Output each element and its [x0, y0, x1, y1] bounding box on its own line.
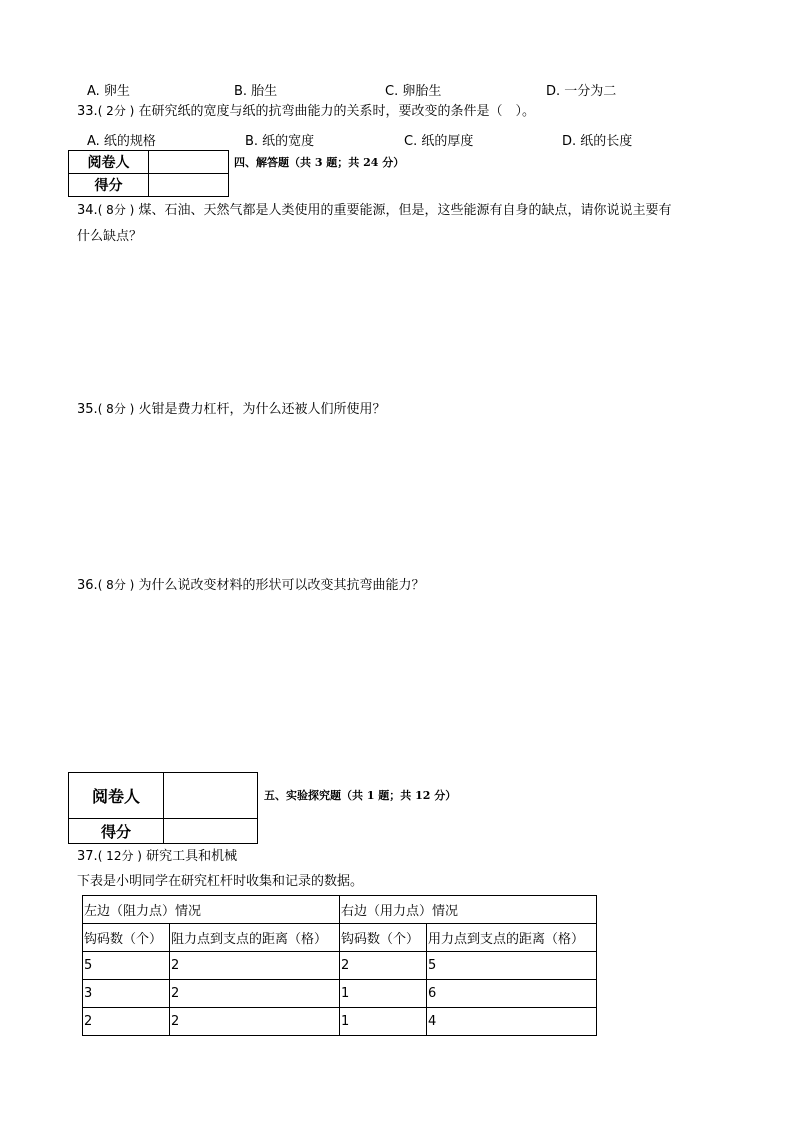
q36-answer-area[interactable] [77, 601, 717, 761]
table-cell: 2 [83, 1008, 170, 1036]
question-number: 34. [77, 203, 98, 218]
table-cell: 5 [427, 952, 597, 980]
score-label: 得分 [69, 819, 164, 844]
q33-option-b: B. 纸的宽度 [245, 134, 315, 149]
q32-option-c: C. 卵胎生 [385, 84, 442, 99]
question-number: 37. [77, 849, 98, 864]
table-cell: 3 [83, 980, 170, 1008]
column-header: 阻力点到支点的距离（格） [170, 924, 340, 952]
reviewer-label: 阅卷人 [69, 773, 164, 819]
question-points: ( 8分 ) [97, 203, 135, 217]
q35-answer-area[interactable] [77, 425, 717, 570]
table-cell: 2 [340, 952, 427, 980]
question-text: 研究工具和机械 [146, 849, 238, 864]
q33-options [0, 130, 794, 148]
question-points: ( 12分 ) [97, 849, 142, 863]
table-header-row [83, 924, 597, 952]
column-header: 钩码数（个） [340, 924, 427, 952]
table-cell: 1 [340, 1008, 427, 1036]
q32-option-d: D. 一分为二 [546, 84, 617, 99]
question-points: ( 8分 ) [97, 578, 135, 592]
q32-options [0, 80, 794, 98]
q33-option-c: C. 纸的厚度 [404, 134, 474, 149]
q32-option-a: A. 卵生 [87, 84, 130, 99]
question-points: ( 2分 ) [97, 104, 135, 118]
score-label: 得分 [69, 174, 149, 197]
table-cell: 1 [340, 980, 427, 1008]
question-text: 火钳是费力杠杆，为什么还被人们所使用？ [138, 402, 386, 417]
table-cell: 2 [170, 1008, 340, 1036]
table-cell: 2 [170, 952, 340, 980]
question-text: 为什么说改变材料的形状可以改变其抗弯曲能力？ [138, 578, 425, 593]
table-cell: 6 [427, 980, 597, 1008]
q35-question [77, 402, 385, 418]
score-box-section4 [68, 150, 229, 197]
column-header: 钩码数（个） [83, 924, 170, 952]
score-field[interactable] [149, 174, 229, 197]
score-box-section5 [68, 772, 258, 844]
reviewer-label: 阅卷人 [69, 151, 149, 174]
reviewer-field[interactable] [164, 773, 258, 819]
q34-question [77, 203, 671, 219]
reviewer-field[interactable] [149, 151, 229, 174]
table-cell: 5 [83, 952, 170, 980]
question-number: 36. [77, 578, 98, 593]
table-cell: 2 [170, 980, 340, 1008]
column-header: 用力点到支点的距离（格） [427, 924, 597, 952]
question-points: ( 8分 ) [97, 402, 135, 416]
q34-question-line2: 什么缺点？ [77, 229, 143, 244]
section-title-5: 五、实验探究题（共 1 题；共 12 分） [264, 789, 457, 802]
q37-intro: 下表是小明同学在研究杠杆时收集和记录的数据。 [77, 874, 364, 889]
q34-answer-area[interactable] [77, 252, 717, 392]
q33-option-d: D. 纸的长度 [562, 134, 633, 149]
q32-option-b: B. 胎生 [234, 84, 278, 99]
section-title-4: 四、解答题（共 3 题；共 24 分） [234, 156, 405, 169]
score-field[interactable] [164, 819, 258, 844]
lever-data-table [82, 895, 597, 1036]
question-text: 在研究纸的宽度与纸的抗弯曲能力的关系时，要改变的条件是（ ）。 [138, 104, 535, 119]
q33-option-a: A. 纸的规格 [87, 134, 156, 149]
table-row [83, 1008, 597, 1036]
q33-question [77, 104, 535, 120]
group-header-left: 左边（阻力点）情况 [83, 896, 340, 924]
table-group-header-row [83, 896, 597, 924]
q37-question [77, 849, 237, 865]
question-number: 35. [77, 402, 98, 417]
question-number: 33. [77, 104, 98, 119]
q36-question [77, 578, 424, 594]
table-cell: 4 [427, 1008, 597, 1036]
table-row [83, 980, 597, 1008]
group-header-right: 右边（用力点）情况 [340, 896, 597, 924]
question-text: 煤、石油、天然气都是人类使用的重要能源，但是，这些能源有自身的缺点，请你说说主要有 [138, 203, 672, 218]
table-row [83, 952, 597, 980]
